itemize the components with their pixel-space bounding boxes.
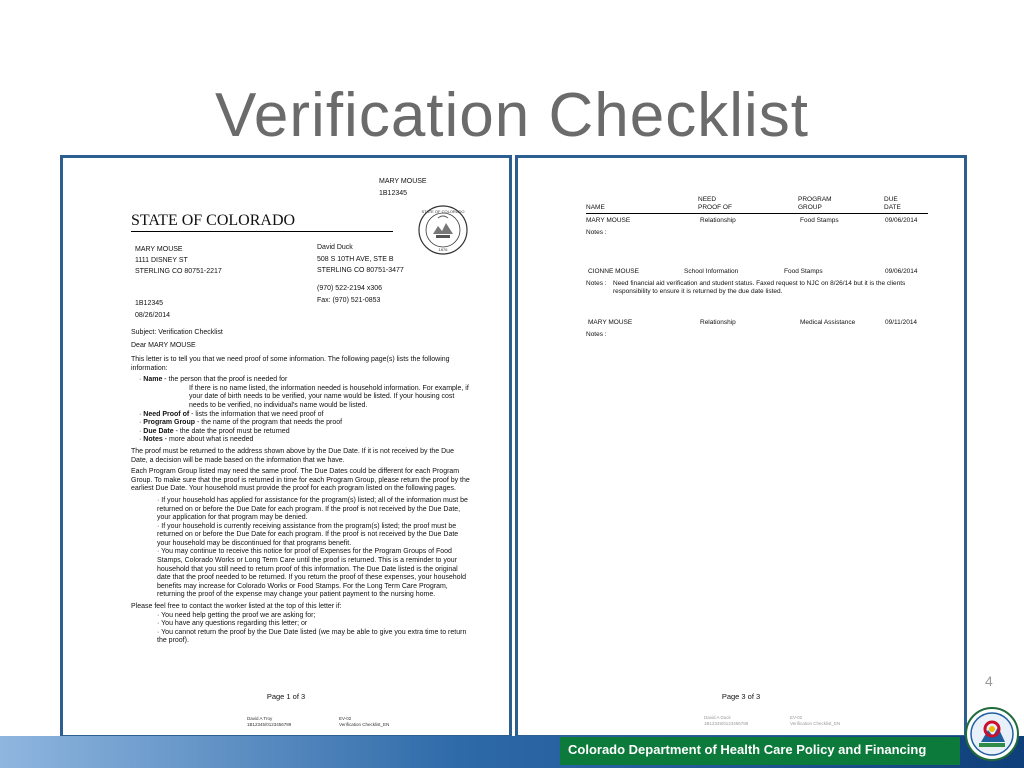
header-group-1: PROGRAM: [798, 196, 832, 203]
contact-item-help-text: You need help getting the proof we are asking for;: [161, 611, 316, 619]
contact-item-questions: · You have any questions regarding this letter; or: [157, 620, 308, 628]
letter-salutation: Dear MARY MOUSE: [131, 342, 196, 349]
list-item-due: · Due Date - the date the proof must be returned: [139, 427, 290, 435]
row-2-due: 09/06/2014: [885, 268, 918, 275]
slide-number: 4: [985, 673, 993, 689]
letter-document: [69, 164, 503, 729]
row-3-name: MARY MOUSE: [588, 319, 633, 326]
worker-phone: (970) 522-2194 x306: [317, 285, 382, 292]
contact-item-extra-time-text: You cannot return the proof by the Due Date listed (we may be able to give you extra time to return the proof).: [157, 628, 467, 645]
header-need-2: PROOF OF: [698, 204, 732, 211]
row-2-name: CIONNE MOUSE: [588, 268, 639, 275]
worker-fax: Fax: (970) 521-0853: [317, 297, 381, 304]
intro-paragraph: This letter is to tell you that we need proof of some information. The following page(s) lists the following information:: [131, 356, 450, 372]
checklist-document: [524, 164, 958, 729]
header-rule: [586, 213, 928, 214]
checklist-footer-form-name: Verification Checklist_EN: [790, 721, 841, 726]
bullet-expenses-text: You may continue to receive this notice for proof of Expenses for the Program Groups of Food Stamps, Colorado Works or Long Term Care until the proof is returned. This is a reminder to your household that you still need to return proof of this information. The Due Date listed is the original date that the proof needed to be returned. If you return the proof of these expenses, your household benefits may increase for Colorado Works or Food Stamps. For the Long Term Care Program, returning the proof of the expense may change your patient payment to the nursing home.: [157, 548, 466, 599]
recipient-name-top: MARY MOUSE: [379, 178, 427, 185]
footer-worker: David A Troy: [247, 716, 273, 721]
letter-page-panel: [60, 155, 512, 738]
list-item-need: · Need Proof of - lists the information that we need proof of: [139, 410, 324, 418]
term-group: Program Group: [143, 419, 196, 427]
group-paragraph: Each Program Group listed may need the same proof. The Due Dates could be different for each Program Group. To make sure that the proof is returned in time for each Program Group, please return the proof by the earliest Due Date. Your household must provide the proof for each program listed on the following pages.: [131, 468, 470, 493]
checklist-page-panel: [515, 155, 967, 738]
footer-form-code: EV-02: [339, 716, 352, 721]
row-3-notes-label: Notes :: [586, 331, 607, 338]
term-name-desc: - the person that the proof is needed for: [162, 376, 288, 384]
worker-name: David Duck: [317, 244, 353, 251]
hcpf-logo-icon: [965, 707, 1019, 761]
slide-title: Verification Checklist: [214, 81, 810, 150]
row-1-due: 09/06/2014: [885, 217, 918, 224]
header-due-2: DATE: [884, 204, 901, 211]
bullet-receiving-text: If your household is currently receiving assistance from the program(s) listed; the proof must be returned on or before the Due Date for each program. If the proof is not received by the Due Date your household may be discontinued for that programs benefit.: [157, 522, 459, 547]
office-city: STERLING CO 80751-3477: [317, 267, 404, 274]
address-left-name: MARY MOUSE: [135, 246, 183, 253]
term-group-desc: - the name of the program that needs the proof: [195, 419, 343, 427]
footer-form-name: Verification Checklist_EN: [339, 722, 390, 727]
row-1-name: MARY MOUSE: [586, 217, 631, 224]
address-left-city: STERLING CO 80751-2217: [135, 268, 222, 275]
header-due-1: DUE: [884, 196, 898, 203]
state-heading: STATE OF COLORADO: [131, 212, 296, 229]
row-3-due: 09/11/2014: [885, 319, 918, 326]
header-group-2: GROUP: [798, 204, 822, 211]
letter-subject: Subject: Verification Checklist: [131, 329, 223, 336]
address-left-street: 1111 DISNEY ST: [135, 257, 188, 264]
svg-text:1876: 1876: [438, 247, 448, 252]
term-due-desc: - the date the proof must be returned: [173, 427, 290, 435]
term-name: Name: [143, 376, 163, 384]
contact-item-extra-time: · You cannot return the proof by the Due Date listed (we may be able to give you extra time to return the proof).: [157, 628, 467, 645]
row-1-notes-label: Notes :: [586, 229, 607, 236]
row-2-need: School Information: [684, 268, 739, 275]
letter-body: [131, 356, 471, 646]
return-paragraph: The proof must be returned to the address shown above by the Due Date. If it is not received by the Due Date, a decision will be made based on the information that we have.: [131, 447, 454, 464]
contact-item-help: · You need help getting the proof we are asking for;: [157, 611, 316, 619]
office-street: 508 S 10TH AVE, STE B: [317, 256, 394, 263]
page-number-1: Page 1 of 3: [266, 692, 306, 701]
heading-rule: [131, 231, 393, 232]
list-item-name: · Name - the person that the proof is needed for: [139, 376, 288, 384]
svg-text:STATE OF COLORADO: STATE OF COLORADO: [421, 209, 465, 214]
bullet-expenses: · You may continue to receive this notice for proof of Expenses for the Program Groups of Food Stamps, Colorado Works or Long Term Care until the proof is returned. This is a reminder to your household that you still need to return proof of this information. The Due Date listed is the original date that the proof needed to be returned. If you return the proof of these expenses, your household benefits may increase for Colorado Works or Food Stamps. For the Long Term Care Program, returning the proof of the expense may change your patient payment to the nursing home.: [157, 548, 466, 599]
header-need-1: NEED: [698, 196, 717, 203]
bullet-applied: · If your household has applied for assistance for the program(s) listed; all of the information must be returned on or before the Due Date for each program. If the proof is not received by the Due Date, your application for that program may be denied.: [157, 496, 468, 522]
row-1-group: Food Stamps: [800, 217, 839, 224]
case-id: 1B12345: [135, 300, 164, 307]
list-item-notes: · Notes - more about what is needed: [139, 436, 254, 444]
checklist-footer-worker: David A Duck: [704, 715, 731, 720]
row-2-notes-label: Notes :: [586, 280, 607, 287]
term-notes-desc: - more about what is needed: [162, 436, 254, 444]
contact-item-questions-text: You have any questions regarding this letter; or: [161, 620, 308, 628]
checklist-footer-form-code: EV-02: [790, 715, 803, 720]
row-3-group: Medical Assistance: [800, 319, 856, 326]
state-seal-icon: [417, 204, 469, 256]
case-id-top: 1B12345: [379, 190, 408, 197]
bullet-applied-text: If your household has applied for assistance for the program(s) listed; all of the information must be returned on or before the Due Date for each program. If the proof is not received by the Due Date, your application for that program may be denied.: [157, 496, 468, 522]
footer-case: 1B12345/0123456789: [247, 722, 292, 727]
row-2-group: Food Stamps: [784, 268, 823, 275]
term-notes: Notes: [143, 436, 163, 444]
footer-agency-name: Colorado Department of Health Care Policy and Financing: [568, 742, 927, 757]
list-item-group: · Program Group - the name of the program that needs the proof: [139, 419, 343, 427]
name-detail: If there is no name listed, the information needed is household information. For example, if your date of birth needs to be verified, your name would be listed. If your housing cost needs to be verified, no individual's name would be listed.: [189, 384, 469, 409]
header-name: NAME: [586, 204, 605, 211]
page-number-3: Page 3 of 3: [721, 692, 761, 701]
row-3-need: Relationship: [700, 319, 736, 326]
term-due: Due Date: [143, 427, 174, 435]
checklist-footer-case: 1B12345/0123456789: [704, 721, 749, 726]
bullet-receiving: · If your household is currently receiving assistance from the program(s) listed; the proof must be returned on or before the Due Date for each program. If the proof is not received by the Due Date your household may be discontinued for that programs benefit.: [157, 522, 459, 547]
term-need-desc: - lists the information that we need proof of: [189, 410, 324, 418]
row-1-need: Relationship: [700, 217, 736, 224]
row-2-notes: Need financial aid verification and student status. Faxed request to NJC on 8/26/14 but it is the clients responsibility to ensure it is returned by the due date listed.: [613, 280, 906, 295]
contact-intro: Please feel free to contact the worker listed at the top of this letter if:: [131, 603, 342, 611]
term-need: Need Proof of: [143, 410, 190, 418]
letter-date: 08/26/2014: [135, 312, 171, 319]
